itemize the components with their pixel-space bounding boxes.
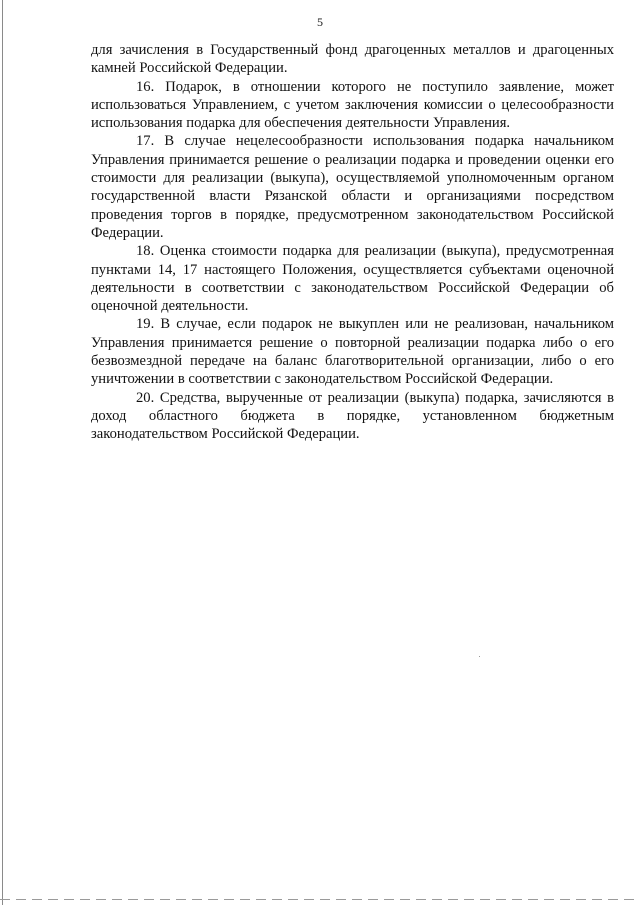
paragraph-15-continuation: для зачисления в Государственный фонд драгоценных металлов и драгоценных камней Российской Федерации. <box>91 42 614 77</box>
paragraph-17: 17. В случае нецелесообразности использования подарка начальником Управления принимается решение о реализации подарка и проведении оценки его стоимости для реализации (выкупа), осуществляемой уполномоченным органом государственной власти Рязанской области и организациями посредством проведения торгов в порядке, предусмотренном законодательством Российской Федерации. <box>91 133 614 241</box>
paragraph-16: 16. Подарок, в отношении которого не поступило заявление, может использоваться Управлением, с учетом заключения комиссии о целесообразности использования подарка для обеспечения деятельности Управления. <box>91 78 614 132</box>
scan-left-edge <box>2 0 3 905</box>
paragraph-18: 18. Оценка стоимости подарка для реализации (выкупа), предусмотренная пунктами 14, 17 настоящего Положения, осуществляется субъектами оценочной деятельности в соответствии с законодательством Российской Федерации об оценочной деятельности. <box>91 243 614 315</box>
scan-speck <box>479 656 480 657</box>
page-number: 5 <box>317 15 323 29</box>
paragraph-19: 19. В случае, если подарок не выкуплен или не реализован, начальником Управления принимается решение о повторной реализации подарка либо о его безвозмездной передаче на баланс благотворительной организации, либо о его уничтожении в соответствии с законодательством Российской Федерации. <box>91 316 614 388</box>
paragraph-20: 20. Средства, вырученные от реализации (выкупа) подарка, зачисляются в доход областного бюджета в порядке, установленном бюджетным законодательством Российской Федерации. <box>91 389 614 443</box>
document-body <box>91 41 614 444</box>
scan-bottom-edge <box>0 899 640 900</box>
